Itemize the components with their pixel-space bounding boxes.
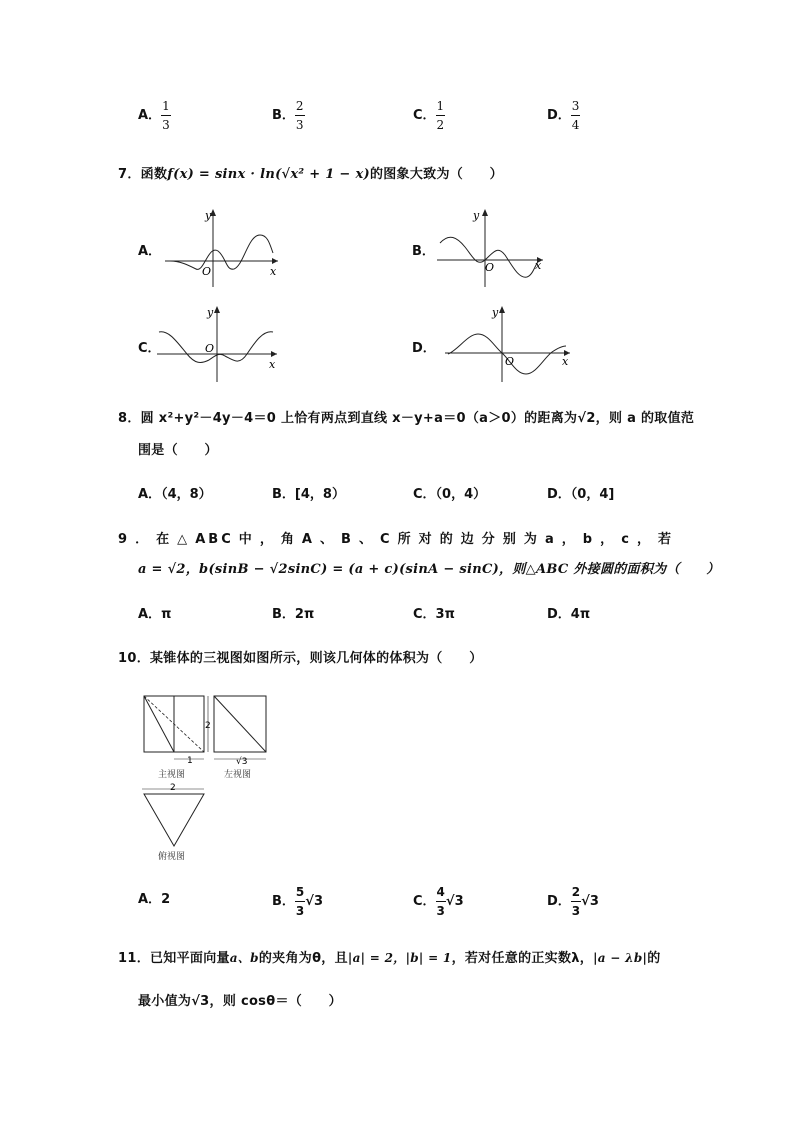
q7-formula: f(x) = sinx · ln(√x² + 1 − x) [167, 167, 370, 182]
q9-stem-line2: a = √2，b(sinB − √2sinC) = (a + c)(sinA − sinC)，则△ABC 外接圆的面积为（ ） [138, 562, 720, 577]
q11-vectors: a、b [229, 951, 259, 965]
numerator: 1 [161, 100, 171, 116]
q9-stem-line1: 9．在△ABC中，角A、B、C所对的边分别为a，b，c，若 [118, 532, 674, 547]
q7-graph-b [435, 205, 550, 290]
q8-option-a: A．（4，8） [138, 487, 212, 502]
x-axis-label: x [269, 358, 276, 371]
top-view-label: 俯视图 [158, 852, 186, 862]
front-view-label: 主视图 [158, 770, 186, 780]
y-axis-label: y [492, 306, 499, 319]
top-view [142, 783, 204, 846]
denominator: 3 [162, 118, 170, 132]
origin-label: O [485, 261, 495, 274]
y-axis-label: y [207, 306, 214, 319]
q10-three-view-figure [138, 690, 278, 865]
side-view-label: 左视图 [224, 770, 252, 780]
q11-stem-line1: 11．已知平面向量a、b的夹角为θ，且|a| = 2，|b| = 1，若对任意的正实数λ，|a − λb|的 [118, 951, 661, 966]
q9-option-b: B．2π [272, 607, 315, 622]
q7-graph-c [155, 302, 285, 384]
q10-stem: 10．某锥体的三视图如图所示，则该几何体的体积为（ ） [118, 651, 483, 666]
q11-stem-line2: 最小值为√3，则 cosθ＝（ ） [138, 994, 342, 1009]
q10-option-d: D． $\frac{2}{3}$ √3 [547, 885, 599, 918]
numerator: 3 [571, 100, 581, 116]
front-view [144, 696, 211, 766]
denominator: 4 [571, 118, 580, 132]
q10-option-c: C． $\frac{4}{3}$ √3 [413, 885, 464, 918]
q11-expression: |a − λb| [593, 951, 648, 965]
q11-condition: |a| = 2，|b| = 1 [347, 951, 452, 965]
q7-option-d-label: D． [412, 341, 436, 356]
y-axis-label: y [473, 209, 480, 222]
q9-option-d: D．4π [547, 607, 591, 622]
svg-text:√3: √3 [236, 757, 248, 767]
side-view [214, 696, 266, 767]
svg-text:2: 2 [205, 721, 211, 731]
x-axis-label: x [535, 259, 542, 272]
q9-option-c: C．3π [413, 607, 455, 622]
q7-graph-a [160, 205, 285, 290]
svg-text:2: 2 [170, 783, 176, 793]
numerator: 1 [436, 100, 446, 116]
q7-option-b-label: B． [412, 244, 435, 259]
q8-option-c: C．（0，4） [413, 487, 487, 502]
q6-option-a: A． $\frac{1}{3}$ [138, 99, 170, 132]
q7-stem: 7．函数f(x) = sinx · ln(√x² + 1 − x)的图象大致为（ ） [118, 167, 503, 182]
q8-option-d: D．（0，4] [547, 487, 615, 502]
q10-option-a: A．2 [138, 892, 171, 907]
q7-option-c-label: C． [138, 341, 161, 356]
q6-option-d: D． $\frac{3}{4}$ [547, 99, 580, 132]
y-axis-label: y [205, 209, 212, 222]
svg-text:1: 1 [187, 756, 193, 766]
q8-stem-line1: 8．圆 x²+y²－4y－4＝0 上恰有两点到直线 x－y+a＝0（a＞0）的距离为√2，则 a 的取值范 [118, 411, 695, 426]
numerator: 2 [295, 100, 305, 116]
q7-option-a-label: A． [138, 244, 162, 259]
denominator: 3 [295, 118, 304, 132]
q6-option-c: C． $\frac{1}{2}$ [413, 99, 445, 132]
q9-option-a: A．π [138, 607, 172, 622]
origin-label: O [202, 265, 212, 278]
denominator: 2 [436, 118, 445, 132]
q10-option-b: B． $\frac{5}{3}$ √3 [272, 885, 323, 918]
origin-label: O [205, 342, 215, 355]
origin-label: O [505, 355, 515, 368]
q8-option-b: B．[4，8） [272, 487, 345, 502]
x-axis-label: x [270, 265, 277, 278]
x-axis-label: x [562, 355, 569, 368]
q6-option-b: B． $\frac{2}{3}$ [272, 99, 304, 132]
q7-graph-d [440, 302, 575, 384]
q8-stem-line2: 围是（ ） [138, 443, 218, 458]
